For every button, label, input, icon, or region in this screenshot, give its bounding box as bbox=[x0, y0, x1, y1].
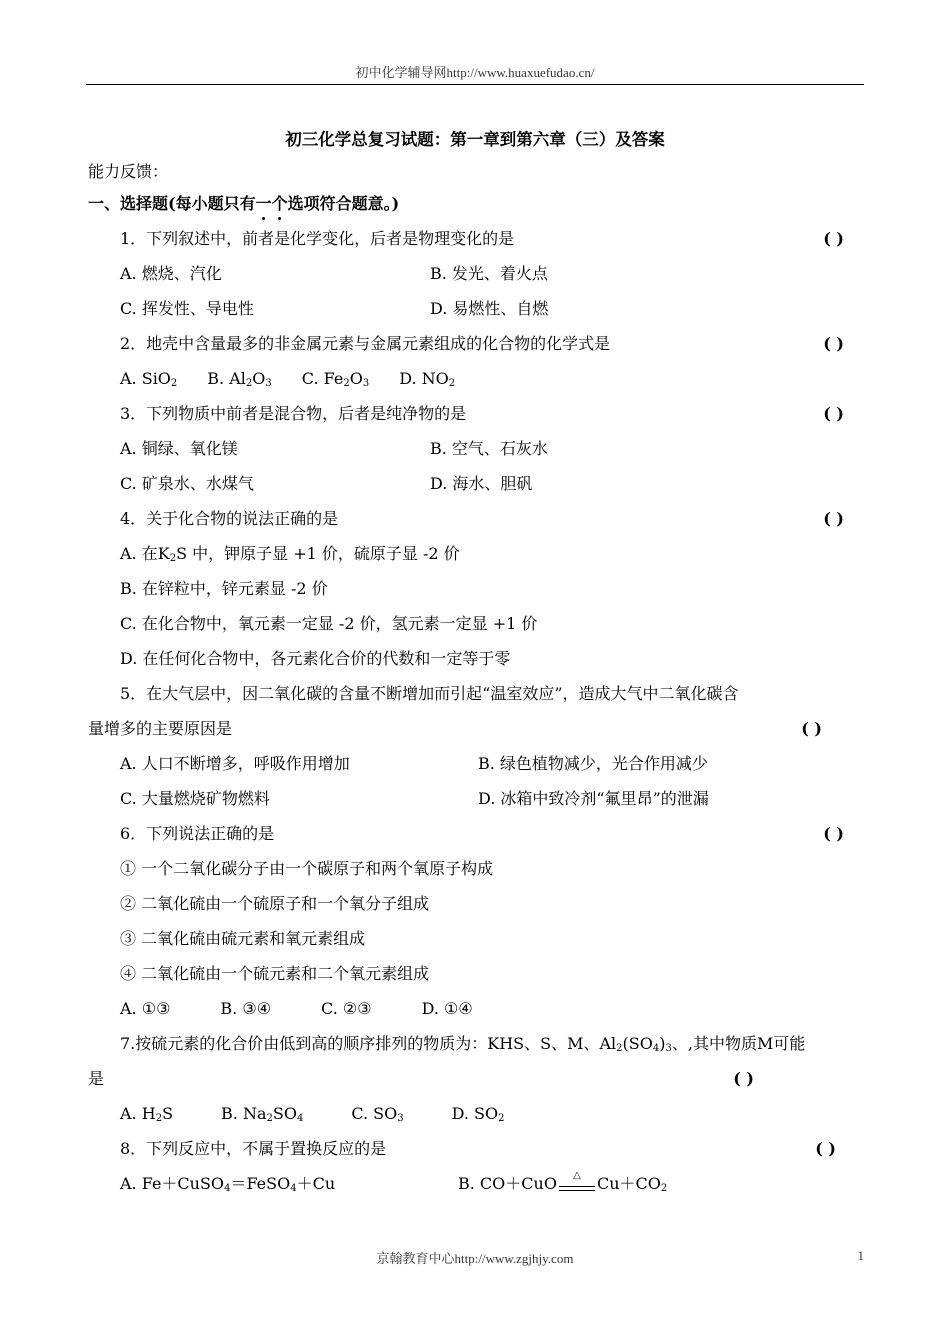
option-c: C. $Fe_2O_3$ bbox=[301, 369, 370, 389]
option-a: A. 燃烧、汽化 bbox=[120, 264, 222, 283]
question-6 bbox=[88, 816, 864, 851]
question-2-options bbox=[88, 361, 864, 396]
question-4 bbox=[88, 501, 864, 536]
question-2-stem: 2．地壳中含量最多的非金属元素与金属元素组成的化合物的化学式是 bbox=[120, 334, 611, 353]
question-7-line-2 bbox=[88, 1061, 864, 1096]
question-5-line-2 bbox=[88, 711, 864, 746]
statement-2: ② 二氧化硫由一个硫原子和一个氧分子组成 bbox=[120, 894, 430, 913]
question-6-options bbox=[88, 991, 864, 1026]
option-d: D. 海水、胆矾 bbox=[430, 474, 533, 493]
question-5-options-cd bbox=[88, 781, 864, 816]
page-title: 初三化学总复习试题：第一章到第六章（三）及答案 bbox=[285, 130, 665, 149]
question-4-stem: 4．关于化合物的说法正确的是 bbox=[120, 509, 339, 528]
option-c: C. $SO_3$ bbox=[351, 1104, 404, 1124]
option-a: A. 人口不断增多，呼吸作用增加 bbox=[120, 754, 350, 773]
question-1-stem: 1．下列叙述中，前者是化学变化，后者是物理变化的是 bbox=[120, 229, 515, 248]
option-d: D. ①④ bbox=[421, 999, 473, 1018]
question-4-option-c: C. 在化合物中，氧元素一定显 -2 价，氢元素一定显 +1 价 bbox=[120, 614, 538, 633]
question-6-stem: 6．下列说法正确的是 bbox=[120, 824, 275, 843]
question-8-stem: 8．下列反应中，不属于置换反应的是 bbox=[120, 1139, 387, 1158]
question-7-line-1: 7.按硫元素的化合价由低到高的顺序排列的物质为：KHS、S、M、$Al_2(SO_4)_3$、,其中物质M可能 bbox=[120, 1034, 806, 1054]
question-8 bbox=[88, 1131, 864, 1166]
section-1-label: 一、选择题(每小题只有一个选项符合题意。) bbox=[88, 194, 400, 213]
option-a: A. Fe＋CuSO$_4$＝FeSO$_4$＋Cu bbox=[120, 1174, 336, 1194]
question-7-stem-end: 是 bbox=[88, 1069, 105, 1088]
question-4-option-b: B. 在锌粒中，锌元素显 -2 价 bbox=[120, 579, 328, 598]
question-3-options-cd bbox=[88, 466, 864, 501]
question-1-options-ab bbox=[88, 256, 864, 291]
document-body bbox=[88, 158, 864, 1201]
question-1-options-cd bbox=[88, 291, 864, 326]
question-5-options-ab bbox=[88, 746, 864, 781]
question-2 bbox=[88, 326, 864, 361]
question-1-bracket: ( ) bbox=[823, 229, 844, 248]
option-d: D. $SO_2$ bbox=[451, 1104, 505, 1124]
question-5-stem-end: 量增多的主要原因是 bbox=[88, 719, 233, 738]
heat-equals-sign: △ bbox=[557, 1175, 597, 1195]
page-header: 初中化学辅导网http://www.huaxuefudao.cn/ bbox=[355, 65, 595, 80]
question-4-option-a: A. 在$K_2S$ 中，钾原子显 +1 价，硫原子显 -2 价 bbox=[120, 544, 460, 564]
page-number: 1 bbox=[857, 1248, 864, 1263]
question-7-bracket: ( ) bbox=[733, 1069, 754, 1088]
question-1 bbox=[88, 221, 864, 256]
question-3-options-ab bbox=[88, 431, 864, 466]
option-b: B. CO＋CuO △ $Cu+CO_2$ bbox=[458, 1169, 668, 1194]
question-3 bbox=[88, 396, 864, 431]
option-c: C. 大量燃烧矿物燃料 bbox=[120, 789, 270, 808]
option-c: C. ②③ bbox=[321, 999, 372, 1018]
feedback-label: 能力反馈： bbox=[88, 162, 169, 181]
question-7-options bbox=[88, 1096, 864, 1131]
question-4-bracket: ( ) bbox=[823, 509, 844, 528]
question-8-options-ab bbox=[88, 1166, 864, 1201]
question-3-stem: 3．下列物质中前者是混合物，后者是纯净物的是 bbox=[120, 404, 467, 423]
statement-3: ③ 二氧化硫由硫元素和氧元素组成 bbox=[120, 929, 366, 948]
option-b: B. ③④ bbox=[220, 999, 272, 1018]
option-d: D. 冰箱中致冷剂“氟里昂”的泄漏 bbox=[478, 789, 709, 808]
question-6-bracket: ( ) bbox=[823, 824, 844, 843]
option-b: B. 绿色植物减少，光合作用减少 bbox=[478, 754, 708, 773]
question-8-bracket: ( ) bbox=[815, 1139, 836, 1158]
question-5-line-1: 5．在大气层中，因二氧化碳的含量不断增加而引起“温室效应”，造成大气中二氧化碳含 bbox=[120, 684, 739, 703]
option-b: B. 空气、石灰水 bbox=[430, 439, 548, 458]
option-c: C. 矿泉水、水煤气 bbox=[120, 474, 254, 493]
option-d: D. 易燃性、自燃 bbox=[430, 299, 549, 318]
option-a: A. 铜绿、氧化镁 bbox=[120, 439, 238, 458]
option-b: B. $Na_2SO_4$ bbox=[221, 1104, 304, 1124]
question-5-bracket: ( ) bbox=[801, 719, 822, 738]
question-3-bracket: ( ) bbox=[823, 404, 844, 423]
option-d: D. $NO_2$ bbox=[399, 369, 456, 389]
option-b: B. 发光、着火点 bbox=[430, 264, 548, 283]
statement-4: ④ 二氧化硫由一个硫元素和二个氧元素组成 bbox=[120, 964, 430, 983]
option-a: A. ①③ bbox=[120, 999, 171, 1018]
option-a: A. $H_2S$ bbox=[120, 1104, 174, 1124]
option-b: B. $Al_2O_3$ bbox=[207, 369, 272, 389]
question-2-bracket: ( ) bbox=[823, 334, 844, 353]
option-c: C. 挥发性、导电性 bbox=[120, 299, 254, 318]
header-divider bbox=[86, 84, 864, 85]
question-4-option-d: D. 在任何化合物中，各元素化合价的代数和一定等于零 bbox=[120, 649, 511, 668]
page-footer: 京翰教育中心http://www.zgjhjy.com bbox=[376, 1251, 574, 1266]
statement-1: ① 一个二氧化碳分子由一个碳原子和两个氧原子构成 bbox=[120, 859, 494, 878]
option-a: A. SiO$_2$ bbox=[120, 369, 178, 389]
